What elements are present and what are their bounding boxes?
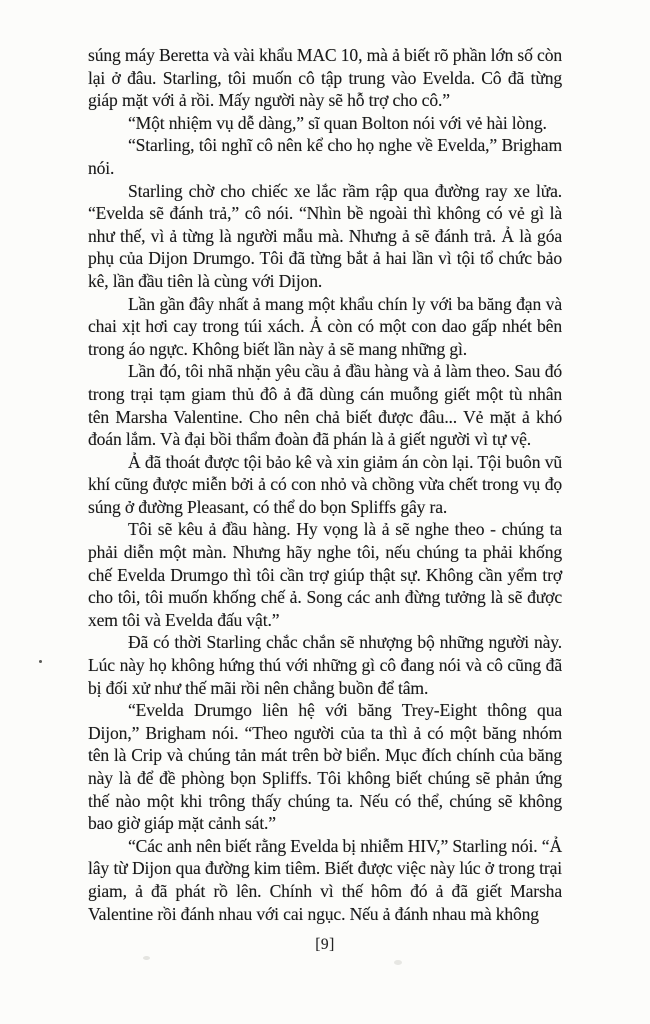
paragraph: súng máy Beretta và vài khẩu MAC 10, mà ả biết rõ phần lớn số còn lại ở đâu. Starling, tôi muốn cô tập trung vào Evelda. Cô đã từng giáp mặt với ả rồi. Mấy người này sẽ hỗ trợ cho cô.” xyxy=(88,45,562,111)
paragraph: Đã có thời Starling chắc chắn sẽ nhượng bộ những người này. Lúc này họ không hứng thú với những gì cô đang nói và cô cũng đã bị đối xử như thế mãi rồi nên chẳng buồn để tâm. xyxy=(88,632,562,698)
paragraph: Lần đó, tôi nhã nhặn yêu cầu ả đầu hàng và ả làm theo. Sau đó trong trại tạm giam thủ đô ả đã dùng cán muỗng giết một tù nhân tên Marsha Valentine. Cho nên chả biết được đâu... Vẻ mặt ả khó đoán lắm. Và đại bồi thẩm đoàn đã phán là ả giết người vì tự vệ. xyxy=(88,361,562,450)
paragraph: Ả đã thoát được tội bảo kê và xin giảm án còn lại. Tội buôn vũ khí cũng được miễn bởi ả có con nhỏ và chồng vừa chết trong vụ đọ súng ở đường Pleasant, có thể do bọn Spliffs gây ra. xyxy=(88,451,562,517)
paragraph: Lần gần đây nhất ả mang một khẩu chín ly với ba băng đạn và chai xịt hơi cay trong túi xách. Ả còn có một con dao gấp nhét bên trong áo ngực. Không biết lần này ả sẽ mang những gì. xyxy=(88,293,562,359)
paragraph: Starling chờ cho chiếc xe lắc rầm rập qua đường ray xe lửa. “Evelda sẽ đánh trả,” cô nói. “Nhìn bề ngoài thì không có vẻ gì là như thế, vì ả từng là người mẫu mà. Nhưng ả sẽ đánh trả. Ả là góa phụ của Dijon Drumgo. Tôi đã từng bắt ả hai lần vì tội tổ chức bảo kê, lần đầu tiên là cùng với Dijon. xyxy=(88,180,562,291)
paragraph: “Starling, tôi nghĩ cô nên kể cho họ nghe về Evelda,” Brigham nói. xyxy=(88,135,562,178)
paragraph: Tôi sẽ kêu ả đầu hàng. Hy vọng là ả sẽ nghe theo - chúng ta phải diễn một màn. Nhưng hãy nghe tôi, nếu chúng ta phải khống chế Evelda Drumgo thì tôi cần trợ giúp thật sự. Không cần yểm trợ cho tôi, tôi muốn khống chế ả. Song các anh đừng tưởng là sẽ được xem tôi và Evelda đấu vật.” xyxy=(88,519,562,630)
scan-speck xyxy=(39,660,42,663)
body-text-block xyxy=(88,44,562,925)
paragraph: “Evelda Drumgo liên hệ với băng Trey-Eight thông qua Dijon,” Brigham nói. “Theo người của ta thì ả có một băng nhóm tên là Crip và chúng tản mát trên bờ biển. Mục đích chính của băng này là để đề phòng bọn Spliffs. Tôi không biết chúng sẽ phản ứng thế nào một khi trông thấy chúng ta. Nếu có thể, chúng sẽ không bao giờ giáp mặt cảnh sát.” xyxy=(88,700,562,834)
scan-speck xyxy=(394,960,402,965)
paragraph: “Một nhiệm vụ dễ dàng,” sĩ quan Bolton nói với vẻ hài lòng. xyxy=(128,112,547,133)
scan-speck xyxy=(143,956,150,960)
page-number: [9] xyxy=(315,936,335,953)
paragraph: “Các anh nên biết rằng Evelda bị nhiễm HIV,” Starling nói. “Ả lây từ Dijon qua đường kim tiêm. Biết được việc này lúc ở trong trại giam, ả đã phát rồ lên. Chính vì thế hôm đó ả đã giết Marsha Valentine rồi đánh nhau với cai ngục. Nếu ả đánh nhau mà không xyxy=(88,835,562,924)
